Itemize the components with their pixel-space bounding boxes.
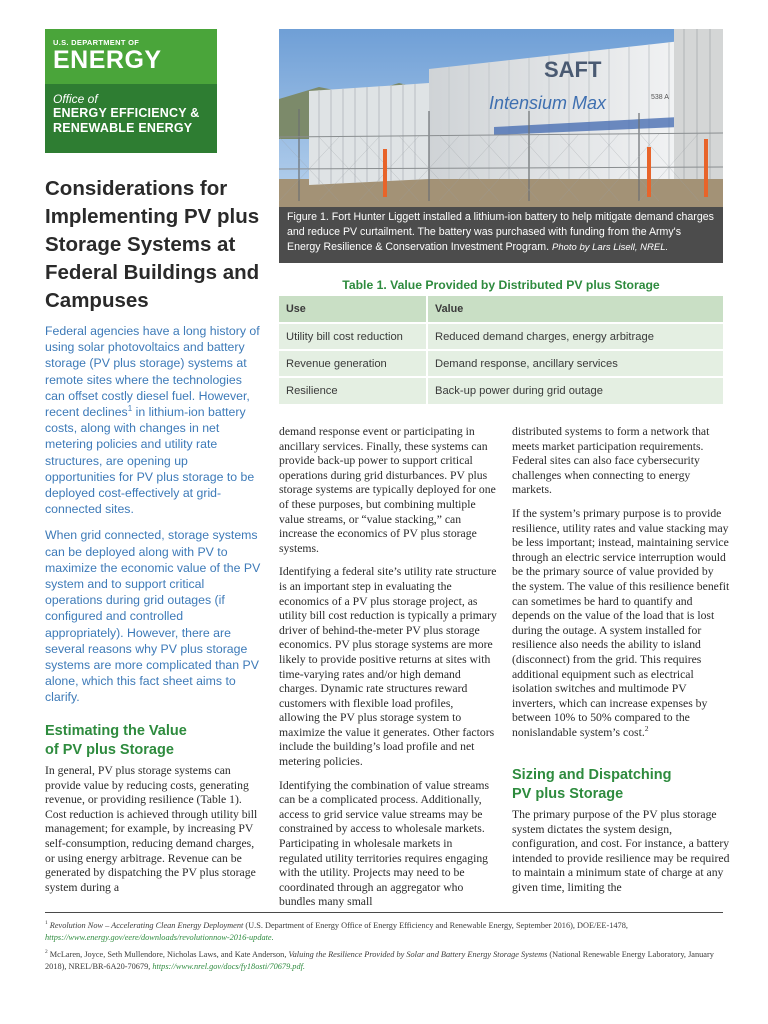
caption-text: Figure 1. Fort Hunter Liggett installed a lithium-ion battery to help mitigate demand charges and reduce PV curtailment. The battery was purchased with funding from the Army's Energy Resilience & Conservation Investment Program. [287,211,714,253]
table-row [279,377,723,404]
logo-office-line1: ENERGY EFFICIENCY & [53,106,200,120]
doe-logo-top [45,29,217,84]
intro-paragraph-2: When grid connected, storage systems can be deployed along with PV to maximize the economic value of the PV system and to support critical operations during grid outages (if configured and controlled appropriately). However, there are several reasons why PV plus storage systems are more complicated than PV alone, which this fact sheet aims to clarify. [45,528,261,705]
section2-heading-line1: Sizing and Dispatching [512,767,672,783]
col2-paragraph-2: Identifying a federal site’s utility rate structure is an important step in evaluating the economics of a PV plus storage project, as utility bill cost reduction is typically a primary driver of behind-the-meter PV plus storage economics. PV plus storage systems are more likely to provide positive returns at sites with time-varying rates and/or high demand charges. Dynamic rate structures reward customers with flexible load profiles, allowing the PV plus storage system to maximize the value it generates. Other factors include the building’s load profile and net metering policies. [279,565,497,769]
footnote-ref-1: 1 [127,403,133,413]
footnote-1-number: 1 [45,920,48,927]
table-cell: Back-up power during grid outage [427,377,723,404]
container-brand: SAFT [544,57,602,82]
column-2 [279,425,497,919]
table-header-row [279,296,723,323]
value-table [279,296,723,404]
container-unit: 538 A [651,94,669,101]
footnote-2-text: (National Renewable Energy Laboratory, January 2018), NREL/BR-6A20-70679, [45,950,714,971]
section1-heading-line2: of PV plus Storage [45,742,174,758]
footnote-1-title: Revolution Now – Accelerating Clean Energy Deployment [49,921,244,930]
table-row [279,350,723,377]
table-row [279,323,723,350]
footnote-2-number: 2 [45,949,48,956]
logo-energy-text: ENERGY [53,46,162,74]
container-product: Intensium Max [489,93,607,113]
battery-container-photo [279,29,723,207]
footnote-2-link[interactable]: https://www.nrel.gov/docs/fy18osti/70679.pdf. [152,962,305,971]
footnote-2-title: Valuing the Resilience Provided by Solar and Battery Energy Storage Systems [288,950,548,959]
section-heading-estimating [45,722,261,760]
table-title: Table 1. Value Provided by Distributed PV plus Storage [342,278,660,292]
section2-heading-line2: PV plus Storage [512,786,624,802]
table-cell: Revenue generation [279,350,427,377]
table-cell: Demand response, ancillary services [427,350,723,377]
page-title: Considerations for Implementing PV plus Storage Systems at Federal Buildings and Campuses [45,177,260,312]
column-3 [512,425,730,749]
section1-heading-line1: Estimating the Value [45,723,187,739]
col2-paragraph-3: Identifying the combination of value streams can be a complicated process. Additionally, access to grid service value streams may be constrained by access to wholesale markets. Participating in wholesale markets in regulated utility territories requires engaging with the utility. Projects may need to be coordinated through an aggregator who bundles many small [279,778,489,909]
col3-paragraph-1: distributed systems to form a network that meets market participation requirements. Federal sites can also face cybersecurity challenges when connecting to energy markets. [512,425,710,497]
footnote-1-link[interactable]: https://www.energy.gov/eere/downloads/revolutionnow-2016-update. [45,933,274,942]
doe-eere-logo [45,29,217,153]
intro-p1-a: Federal agencies have a long history of using solar photovoltaics and battery storage (PV plus storage) systems at remote sites where the technologies can offset costly diesel fuel. However, recent declines [45,324,260,420]
col2-paragraph-1: demand response event or participating in ancillary services. Finally, these systems can provide back-up power to support critical operations during grid disturbances. PV plus storage systems are typically deployed for one of these purposes, but combining multiple value streams, or “value stacking,” can increase the economics of PV plus storage systems. [279,425,496,555]
section2-body: The primary purpose of the PV plus storage system dictates the system design, configuration, and cost. For instance, a battery intended to provide resilience may be required to maintain a minimum state of charge at any given time, limiting the [512,808,730,894]
photo-credit: Photo by Lars Lisell, NREL. [551,242,669,253]
table-cell: Resilience [279,377,427,404]
table-cell: Utility bill cost reduction [279,323,427,350]
table-cell: Reduced demand charges, energy arbitrage [427,323,723,350]
intro-p1-b: in lithium-ion battery costs, along with changes in net metering policies and utility rate structures, are opening up opportunities for PV plus storage to be deployed cost-effectively at grid-connected sites. [45,405,255,517]
photo-illustration [279,29,723,207]
footnote-1-text: (U.S. Department of Energy Office of Energy Efficiency and Renewable Energy, September 2016), DOE/EE-1478, [243,921,628,930]
col3-paragraph-2 [512,507,730,741]
footnote-ref-2: 2 [644,723,649,733]
table-header-value: Value [427,296,723,323]
section-heading-sizing [512,766,728,804]
footnote-divider [45,912,723,913]
table-header-use: Use [279,296,427,323]
figure-caption [279,207,723,263]
logo-office-of: Office of [53,92,98,106]
logo-office-line2: RENEWABLE ENERGY [53,121,193,135]
footnotes [45,920,723,978]
footnote-2 [45,949,723,973]
col3-p2-text: If the system’s primary purpose is to provide resilience, utility rates and value stacking may be less important; instead, maintaining service through an electric service interruption would be the primary source of value provided by the system. The value of this resilience benefit can sometimes be hard to quantify and depends on the value of the load that is lost during the outage. A system installed for resilience also needs the ability to island (disconnect) from the grid. This requires additional equipment such as electrical isolation switches and multimode PV inverters, which can increase expenses by between 10% to 50% compared to the nonislandable system’s cost. [512,506,730,739]
footnote-2-authors: McLaren, Joyce, Seth Mullendore, Nicholas Laws, and Kate Anderson, [49,950,289,959]
logo-dept-text: U.S. DEPARTMENT OF [53,38,140,47]
footnote-1 [45,920,723,944]
eere-logo-bottom [45,84,217,153]
intro-text [45,323,261,716]
section1-body: In general, PV plus storage systems can provide value by reducing costs, generating revenue, or providing resilience (Table 1). Cost reduction is achieved through utility bill management; for example, by increasing PV self-consumption, reducing demand charges, or using energy arbitrage. Revenue can be generated by dispatching the PV plus storage system during a [45,764,258,894]
intro-paragraph-1 [45,323,261,517]
